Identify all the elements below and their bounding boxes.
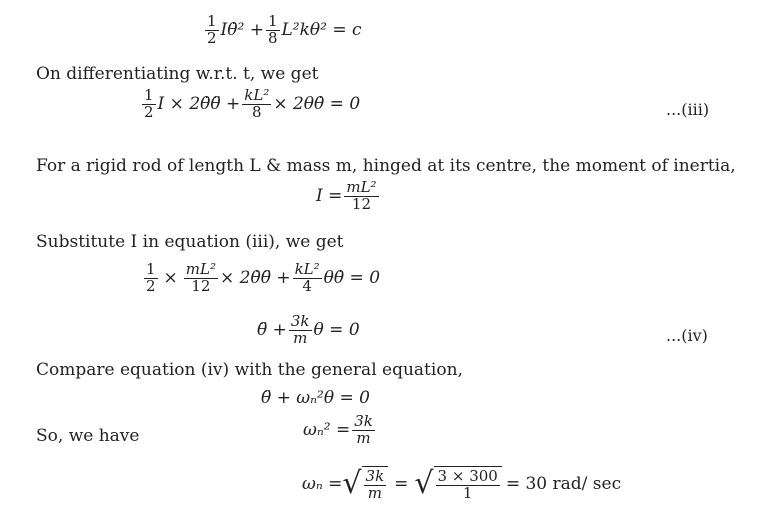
text-differentiating: On differentiating w.r.t. t, we get <box>36 64 319 84</box>
sqrt-symbol: √ $\frac{3 \times 300}{1}$ <box>414 466 501 502</box>
text-compare: Compare equation (iv) with the general equation, <box>36 360 463 380</box>
text-substitute: Substitute I in equation (iii), we get <box>36 232 344 252</box>
equation-derivative: $\frac{1}{2}$ I × 2θ̇θ̈ + $\frac{\text{kL²}}{8}$ × 2θθ̇ = 0 <box>144 86 361 121</box>
equation-ref-iv: ...(iv) <box>666 326 708 345</box>
equation-ref-iii: ...(iii) <box>666 100 710 119</box>
equation-reduced: θ̈ + $\frac{3k}{m}$ θ = 0 <box>257 312 360 347</box>
equation-energy: $\frac{1}{2}$ Iθ̇² + $\frac{1}{8}$ L²kθ² = c <box>207 12 362 47</box>
fraction-eighth: $\frac{1}{8}$ <box>267 12 278 47</box>
fraction-half: $\frac{1}{2}$ <box>207 12 217 47</box>
text-so-we-have: So, we have <box>36 426 140 446</box>
equation-omega-result: ωₙ = √ $\frac{3k}{m}$ = √ $\frac{3 \times 300}{1}$ = 30 rad/ sec <box>302 465 622 502</box>
equation-omega-squared: ωₙ² = $\frac{3k}{m}$ <box>303 412 373 447</box>
sqrt-symbol: √ $\frac{3k}{m}$ <box>342 466 388 502</box>
equation-general: θ̈ + ωₙ²θ = 0 <box>261 388 370 408</box>
equation-substituted: $\frac{1}{2}$ × $\frac{\text{mL²}}{12}$ × 2θ̇θ̈ + $\frac{\text{kL²}}{4}$ θθ̇ = 0 <box>146 260 381 295</box>
text-rigid-rod: For a rigid rod of length L & mass m, hinged at its centre, the moment of inertia, <box>36 156 736 176</box>
equation-moment-of-inertia: I = $\frac{\text{mL²}}{12}$ <box>316 178 377 213</box>
